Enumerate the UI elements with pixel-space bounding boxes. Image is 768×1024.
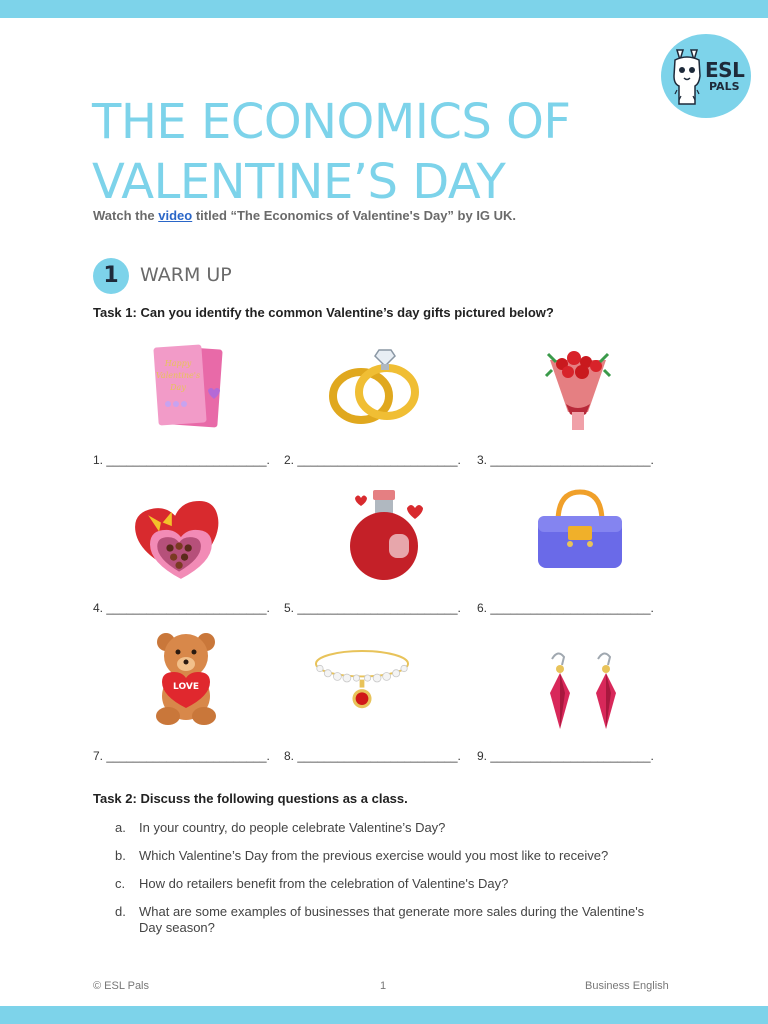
- footer-course-label: Business English: [585, 980, 669, 992]
- section-title: WARM UP: [140, 264, 232, 286]
- earrings-image: [530, 640, 630, 740]
- title-line-2: VALENTINE’S DAY: [92, 154, 506, 210]
- valentine-card-image: [140, 338, 240, 438]
- instruction-suffix: titled “The Economics of Valentine's Day” by IG UK.: [192, 208, 517, 223]
- task-1-prompt: Task 1: Can you identify the common Valentine’s day gifts pictured below?: [93, 305, 554, 320]
- question-letter: b.: [115, 848, 126, 863]
- teddy-bear-image: [136, 630, 236, 730]
- handbag-image: [530, 486, 630, 586]
- question-text: In your country, do people celebrate Valentine’s Day?: [139, 820, 446, 835]
- answer-blank-1[interactable]: 1. ________________________.: [93, 453, 270, 467]
- chocolate-box-image: [130, 488, 230, 588]
- teddy-heart-text: LOVE: [173, 682, 199, 692]
- answer-blank-5[interactable]: 5. ________________________.: [284, 601, 461, 615]
- bottom-accent-bar: [0, 1006, 768, 1024]
- answer-blank-6[interactable]: 6. ________________________.: [477, 601, 654, 615]
- card-text-line-2: Valentine's: [155, 371, 201, 380]
- video-instruction: [93, 208, 516, 223]
- question-text: Which Valentine’s Day from the previous exercise would you most like to receive?: [139, 848, 609, 863]
- footer-copyright: © ESL Pals: [93, 980, 149, 992]
- wedding-rings-image: [325, 342, 425, 442]
- logo-text-pals: PALS: [709, 80, 740, 93]
- answer-blank-3[interactable]: 3. ________________________.: [477, 453, 654, 467]
- answer-blank-7[interactable]: 7. ________________________.: [93, 749, 270, 763]
- section-number-badge: 1: [93, 258, 129, 294]
- card-text-line-1: Happy: [164, 359, 192, 368]
- title-line-1: THE ECONOMICS OF: [92, 94, 571, 150]
- task-2-prompt: Task 2: Discuss the following questions as a class.: [93, 791, 408, 806]
- question-letter: d.: [115, 904, 126, 919]
- question-text: What are some examples of businesses that generate more sales during the Valentine's Day season?: [139, 904, 645, 935]
- pearl-necklace-image: [312, 632, 412, 732]
- instruction-prefix: Watch the: [93, 208, 159, 223]
- esl-pals-logo: [661, 34, 751, 118]
- perfume-bottle-image: [335, 486, 435, 586]
- answer-blank-2[interactable]: 2. ________________________.: [284, 453, 461, 467]
- page-title: [92, 92, 672, 212]
- top-accent-bar: [0, 0, 768, 18]
- question-text: How do retailers benefit from the celebration of Valentine's Day?: [139, 876, 509, 891]
- answer-blank-8[interactable]: 8. ________________________.: [284, 749, 461, 763]
- answer-blank-9[interactable]: 9. ________________________.: [477, 749, 654, 763]
- video-link[interactable]: video: [158, 208, 193, 223]
- answer-blank-4[interactable]: 4. ________________________.: [93, 601, 270, 615]
- card-text-line-3: Day: [170, 383, 186, 392]
- logo-text-esl: ESL: [705, 58, 745, 82]
- llama-icon: [669, 46, 705, 108]
- question-letter: c.: [115, 876, 126, 891]
- rose-bouquet-image: [528, 340, 628, 440]
- footer-page-number: 1: [380, 980, 387, 992]
- question-letter: a.: [115, 820, 126, 835]
